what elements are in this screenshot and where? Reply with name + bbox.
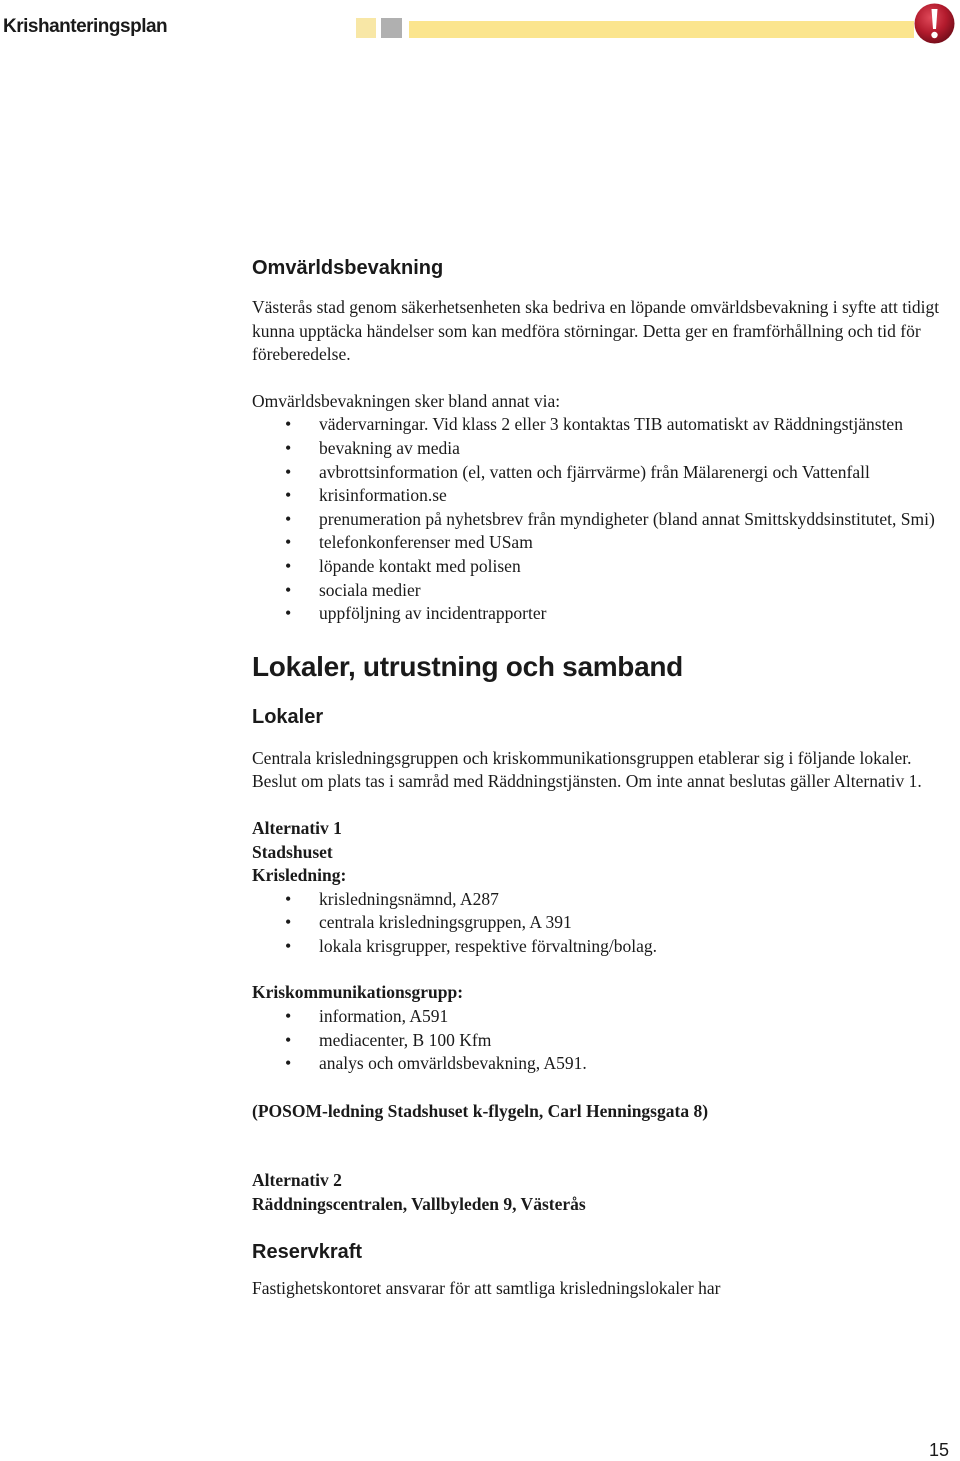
lokaler-paragraph: Centrala krisledningsgruppen och kriskommunikationsgruppen etablerar sig i följande lokaler. Beslut om plats tas i samråd med Räddningstjänsten. Om inte annat beslutas gäller Alternativ 1. [252,747,922,792]
header-decor-square-gray [381,18,402,38]
list-item: • krisinformation.se [252,484,942,508]
list-item: • uppföljning av incidentrapporter [252,602,942,626]
list-item: • vädervarningar. Vid klass 2 eller 3 kontaktas TIB automatiskt av Räddningstjänsten [252,413,942,437]
posom-note: (POSOM-ledning Stadshuset k-flygeln, Carl Henningsgata 8) [252,1100,709,1121]
heading-omvarldsbevakning: Omvärldsbevakning [252,257,444,279]
omvarld-list [252,413,942,625]
reservkraft-paragraph: Fastighetskontoret ansvarar för att samtliga krisledningslokaler har [252,1277,721,1298]
omvarld-intro: Omvärldsbevakningen sker bland annat via: [252,390,561,411]
header-decor-square-light [356,18,376,38]
heading-reservkraft: Reservkraft [252,1240,363,1263]
list-item: • centrala krisledningsgruppen, A 391 [252,911,942,935]
page-content [252,255,942,1300]
krisledning-label: Krisledning: [252,865,347,886]
document-title: Krishanteringsplan [3,16,168,37]
alternativ-1-title: Alternativ 1 [252,817,342,838]
list-item: • bevakning av media [252,437,942,461]
list-item: • lokala krisgrupper, respektive förvaltning/bolag. [252,935,942,959]
alternativ-2-title: Alternativ 2 [252,1170,342,1191]
page-number: 15 [929,1440,950,1460]
list-item: • mediacenter, B 100 Kfm [252,1029,942,1053]
heading-lokaler-utrustning-samband: Lokaler, utrustning och samband [252,650,683,682]
kriskommunikation-list [252,1005,942,1076]
list-item: • telefonkonferenser med USam [252,531,942,555]
list-item: • krisledningsnämnd, A287 [252,888,942,912]
list-item: • information, A591 [252,1005,942,1029]
list-item: • avbrottsinformation (el, vatten och fjärrvärme) från Mälarenergi och Vattenfall [252,461,942,485]
exclamation-icon [913,2,956,45]
kriskommunikation-label: Kriskommunikationsgrupp: [252,982,464,1003]
alternativ-1-place: Stadshuset [252,841,333,862]
alternativ-2-place: Räddningscentralen, Vallbyleden 9, Västerås [252,1194,586,1215]
header-decor-bar [409,21,914,38]
heading-lokaler: Lokaler [252,705,324,728]
list-item: • prenumeration på nyhetsbrev från myndigheter (bland annat Smittskyddsinstitutet, Smi) [252,508,942,532]
omvarld-paragraph: Västerås stad genom säkerhetsenheten ska bedriva en löpande omvärldsbevakning i syfte att tidigt kunna upptäcka händelser som kan medföra störningar. Detta ger en framförhållning och tid för föreberedelse. [252,297,940,365]
krisledning-list [252,888,942,959]
list-item: • analys och omvärldsbevakning, A591. [252,1052,942,1076]
list-item: • sociala medier [252,579,942,603]
list-item: • löpande kontakt med polisen [252,555,942,579]
